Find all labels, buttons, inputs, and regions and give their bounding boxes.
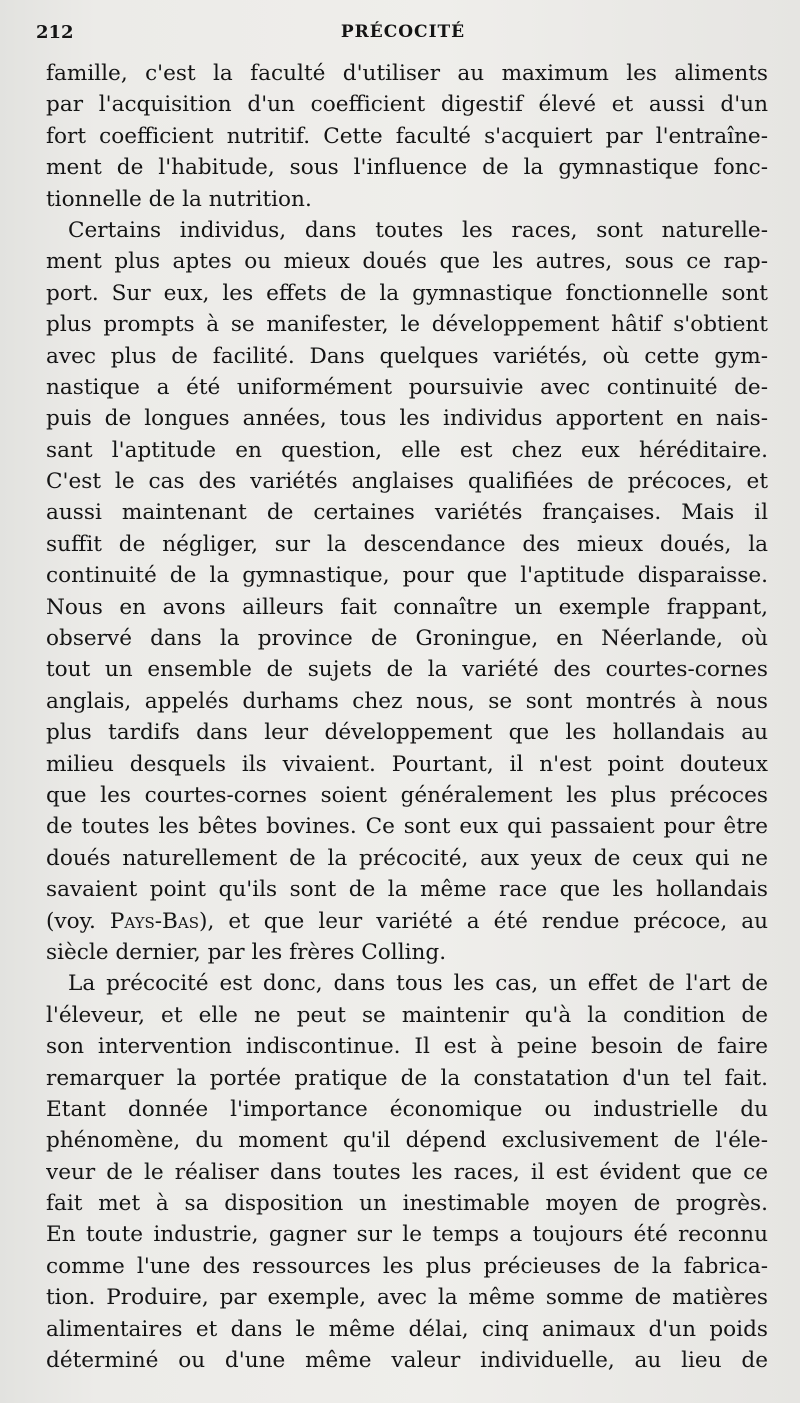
- smallcaps-reference: Pays-Bas: [109, 908, 200, 934]
- text-line: que les courtes-cornes soient généralement les plus précoces: [46, 782, 768, 808]
- text-line: par l'acquisition d'un coefficient digestif élevé et aussi d'un: [46, 92, 768, 118]
- text-line: tout un ensemble de sujets de la variété des courtes-cornes: [46, 657, 768, 683]
- text-line: son intervention indiscontinue. Il est à peine besoin de faire: [46, 1034, 768, 1060]
- body-text: [46, 58, 768, 1376]
- text-line: plus tardifs dans leur développement que les hollandais au: [46, 720, 768, 746]
- text-line: alimentaires et dans le même délai, cinq animaux d'un poids: [46, 1316, 768, 1342]
- text-line: En toute industrie, gagner sur le temps a toujours été reconnu: [46, 1222, 768, 1248]
- text-line: veur de le réaliser dans toutes les races, il est évident que ce: [46, 1159, 768, 1185]
- text-line: La précocité est donc, dans tous les cas, un effet de l'art de: [68, 971, 768, 997]
- text-line: C'est le cas des variétés anglaises qualifiées de précoces, et: [46, 469, 768, 495]
- text-line: suffit de négliger, sur la descendance des mieux doués, la: [46, 531, 768, 557]
- text-line: tionnelle de la nutrition.: [46, 186, 312, 212]
- text-line: observé dans la province de Groningue, en Néerlande, où: [46, 626, 768, 652]
- text-line: fort coefficient nutritif. Cette faculté s'acquiert par l'entraîne-: [46, 123, 768, 149]
- text-line: anglais, appelés durhams chez nous, se sont montrés à nous: [46, 688, 768, 714]
- text-line: doués naturellement de la précocité, aux yeux de ceux qui ne: [46, 845, 768, 871]
- text-line: l'éleveur, et elle ne peut se maintenir qu'à la condition de: [46, 1002, 768, 1028]
- text-line: ment de l'habitude, sous l'influence de la gymnastique fonc-: [46, 155, 768, 181]
- text-line: sant l'aptitude en question, elle est chez eux héréditaire.: [46, 437, 768, 463]
- text-line: (voy. Pays-Bas), et que leur variété a été rendue précoce, au: [46, 908, 768, 934]
- text-line: aussi maintenant de certaines variétés françaises. Mais il: [46, 500, 768, 526]
- text-line: de toutes les bêtes bovines. Ce sont eux qui passaient pour être: [46, 814, 768, 840]
- page-number: 212: [36, 22, 74, 43]
- text-line: ment plus aptes ou mieux doués que les autres, sous ce rap-: [46, 249, 768, 275]
- text-line: plus prompts à se manifester, le développement hâtif s'obtient: [46, 312, 768, 338]
- text-line: Certains individus, dans toutes les races, sont naturelle-: [68, 217, 768, 243]
- text-line: puis de longues années, tous les individus apportent en nais-: [46, 406, 768, 432]
- text-line: nastique a été uniformément poursuivie avec continuité de-: [46, 374, 768, 400]
- text-line: déterminé ou d'une même valeur individuelle, au lieu de: [46, 1348, 768, 1374]
- text-line: savaient point qu'ils sont de la même race que les hollandais: [46, 877, 768, 903]
- text-line: Etant donnée l'importance économique ou industrielle du: [46, 1096, 768, 1122]
- text-line: avec plus de facilité. Dans quelques variétés, où cette gym-: [46, 343, 768, 369]
- text-line: remarquer la portée pratique de la constatation d'un tel fait.: [46, 1065, 768, 1091]
- text-line: tion. Produire, par exemple, avec la même somme de matières: [46, 1285, 768, 1311]
- text-line: port. Sur eux, les effets de la gymnastique fonctionnelle sont: [46, 280, 768, 306]
- text-line: siècle dernier, par les frères Colling.: [46, 939, 447, 965]
- running-title: PRÉCOCITÉ: [340, 22, 466, 42]
- text-line: phénomène, du moment qu'il dépend exclusivement de l'éle-: [46, 1128, 768, 1154]
- text-line: fait met à sa disposition un inestimable moyen de progrès.: [46, 1191, 768, 1217]
- text-line: comme l'une des ressources les plus précieuses de la fabrica-: [46, 1253, 768, 1279]
- text-line: continuité de la gymnastique, pour que l'aptitude disparaisse.: [46, 563, 768, 589]
- text-line: milieu desquels ils vivaient. Pourtant, il n'est point douteux: [46, 751, 768, 777]
- page-header: [36, 22, 770, 50]
- text-line: famille, c'est la faculté d'utiliser au maximum les aliments: [46, 61, 768, 86]
- text-line: Nous en avons ailleurs fait connaître un exemple frappant,: [46, 594, 768, 620]
